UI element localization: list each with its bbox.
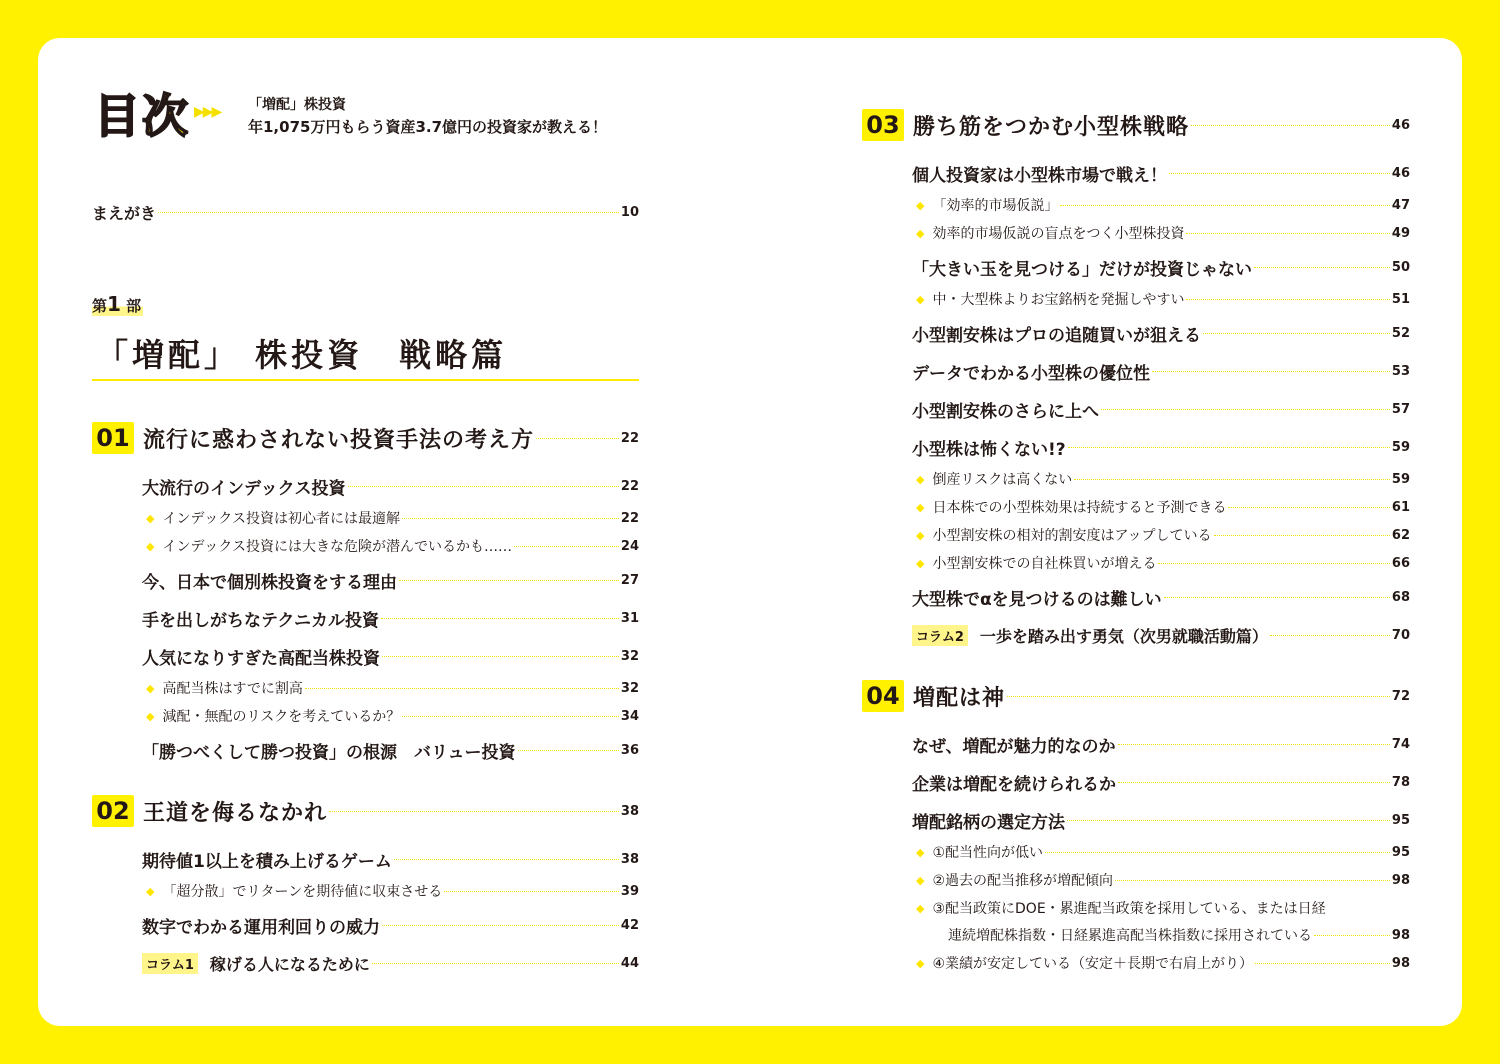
entry-label: ④業績が安定している（安定＋長期で右肩上がり）	[932, 956, 1254, 972]
dotted-leader	[1074, 479, 1390, 480]
dotted-leader	[1067, 820, 1390, 821]
page-number: 98	[1391, 927, 1410, 943]
dotted-leader	[1060, 205, 1389, 206]
entry-label: 大型株でαを見つけるのは難しい	[912, 589, 1162, 610]
dotted-leader	[382, 925, 619, 926]
part-suffix: 部	[126, 297, 142, 315]
page-number: 31	[620, 610, 639, 626]
page-number: 38	[620, 851, 639, 867]
subsection-entry[interactable]	[916, 895, 1410, 921]
dotted-leader	[372, 963, 619, 964]
entry-label: 今、日本で個別株投資をする理由	[142, 572, 397, 593]
section-entry[interactable]	[912, 731, 1410, 757]
part-underline	[92, 379, 639, 381]
dotted-leader	[1068, 447, 1390, 448]
book-title: 「増配」株投資	[248, 97, 346, 113]
page-number: 59	[1391, 471, 1410, 487]
section-entry[interactable]	[142, 473, 639, 499]
subsection-entry[interactable]	[916, 950, 1410, 976]
diamond-bullet-icon: ◆	[916, 873, 925, 887]
entry-label: 連続増配株指数・日経累進高配当株指数に採用されている	[948, 928, 1312, 944]
entry-label: 減配・無配のリスクを考えているか？	[162, 709, 401, 725]
dotted-leader	[394, 859, 619, 860]
entry-label: ②過去の配当推移が増配傾向	[932, 873, 1114, 889]
entry-label: ①配当性向が低い	[932, 845, 1044, 861]
page-number: 95	[1391, 844, 1410, 860]
section-entry[interactable]	[912, 320, 1410, 346]
chapter-entry[interactable]	[92, 425, 639, 451]
dotted-leader	[1270, 635, 1390, 636]
diamond-bullet-icon: ◆	[146, 539, 155, 553]
diamond-bullet-icon: ◆	[916, 472, 925, 486]
dotted-leader	[348, 486, 619, 487]
page-number: 98	[1391, 955, 1410, 971]
entry-label: なぜ、増配が魅力的なのか	[912, 736, 1116, 757]
dotted-leader	[305, 688, 619, 689]
page-number: 44	[620, 955, 639, 971]
page-number: 50	[1391, 259, 1410, 275]
diamond-bullet-icon: ◆	[916, 956, 925, 970]
chapter-number-badge: 03	[862, 109, 904, 141]
diamond-bullet-icon: ◆	[916, 901, 925, 915]
dotted-leader	[381, 618, 619, 619]
subsection-entry[interactable]	[916, 466, 1410, 492]
page-number: 42	[620, 917, 639, 933]
dotted-leader	[402, 716, 619, 717]
dotted-leader	[399, 580, 619, 581]
dotted-leader	[536, 438, 619, 439]
entry-label: 増配銘柄の選定方法	[912, 812, 1065, 833]
subsection-entry[interactable]	[146, 533, 639, 559]
entry-label: インデックス投資は初心者には最適解	[162, 511, 401, 527]
column-badge: コラム2	[912, 625, 968, 646]
diamond-bullet-icon: ◆	[916, 198, 925, 212]
toc-entry-preface[interactable]	[92, 199, 639, 225]
dotted-leader	[1118, 744, 1390, 745]
chapter-entry[interactable]	[862, 683, 1410, 709]
page-number: 22	[620, 510, 639, 526]
subsection-entry[interactable]	[146, 675, 639, 701]
diamond-bullet-icon: ◆	[916, 556, 925, 570]
section-entry[interactable]	[912, 807, 1410, 833]
subsection-entry[interactable]	[916, 192, 1410, 218]
entry-label: 稼げる人になるために	[209, 954, 370, 974]
dotted-leader	[1164, 597, 1390, 598]
dotted-leader	[1007, 696, 1390, 697]
page-number: 61	[1391, 499, 1410, 515]
section-entry[interactable]	[912, 254, 1410, 280]
entry-label: 小型割安株の相対的割安度はアップしている	[932, 528, 1212, 544]
entry-label: 小型割安株での自社株買いが増える	[932, 556, 1157, 572]
entry-label: 小型株は怖くない!?	[912, 439, 1066, 460]
page-number: 22	[620, 430, 639, 446]
entry-label: 流行に惑わされない投資手法の考え方	[143, 427, 535, 453]
entry-label: 「大きい玉を見つける」だけが投資じゃない	[912, 259, 1252, 280]
page-number: 10	[620, 204, 639, 220]
section-entry[interactable]	[912, 396, 1410, 422]
section-entry[interactable]	[912, 769, 1410, 795]
page-number: 53	[1391, 363, 1410, 379]
dotted-leader	[1191, 125, 1390, 126]
page-number: 47	[1391, 197, 1410, 213]
entry-label: 中・大型株よりお宝銘柄を発掘しやすい	[932, 292, 1185, 308]
page-number: 62	[1391, 527, 1410, 543]
entry-label: 「超分散」でリターンを期待値に収束させる	[162, 884, 443, 900]
dotted-leader	[1115, 880, 1390, 881]
section-entry[interactable]	[912, 160, 1410, 186]
page-number: 66	[1391, 555, 1410, 571]
page-number: 46	[1391, 165, 1410, 181]
entry-label: 企業は増配を続けられるか	[912, 774, 1116, 795]
dotted-leader	[329, 811, 619, 812]
column-entry[interactable]	[142, 950, 639, 976]
dotted-leader	[402, 518, 619, 519]
diamond-bullet-icon: ◆	[916, 528, 925, 542]
entry-label: 一歩を踏み出す勇気（次男就職活動篇）	[979, 626, 1268, 646]
entry-label: 小型割安株のさらに上へ	[912, 401, 1099, 422]
subsection-entry[interactable]	[146, 703, 639, 729]
dotted-leader	[1169, 173, 1390, 174]
part-number: 1	[107, 292, 121, 316]
subsection-entry[interactable]	[916, 494, 1410, 520]
section-entry[interactable]	[142, 605, 639, 631]
page-number: 78	[1391, 774, 1410, 790]
entry-label: 「勝つべくして勝つ投資」の根源 バリュー投資	[142, 742, 516, 763]
page-number: 52	[1391, 325, 1410, 341]
dotted-leader	[1045, 852, 1390, 853]
dotted-leader	[1186, 233, 1389, 234]
entry-label: 勝ち筋をつかむ小型株戦略	[913, 114, 1190, 140]
subsection-entry[interactable]	[146, 878, 639, 904]
entry-label: ③配当政策にDOE・累進配当政策を採用している、または日経	[932, 901, 1326, 917]
page-number: 39	[620, 883, 639, 899]
diamond-bullet-icon: ◆	[916, 500, 925, 514]
subsection-entry[interactable]	[916, 550, 1410, 576]
section-entry[interactable]	[142, 737, 639, 763]
page-number: 36	[620, 742, 639, 758]
subsection-entry[interactable]	[916, 220, 1410, 246]
part-prefix: 第	[92, 297, 108, 315]
entry-label: 日本株での小型株効果は持続すると予測できる	[932, 500, 1227, 516]
page-number: 51	[1391, 291, 1410, 307]
dotted-leader	[1118, 782, 1390, 783]
page-number: 38	[620, 803, 639, 819]
page-number: 70	[1391, 627, 1410, 643]
column-entry[interactable]	[912, 622, 1410, 648]
section-entry[interactable]	[142, 567, 639, 593]
diamond-bullet-icon: ◆	[146, 884, 155, 898]
chapter-entry[interactable]	[92, 798, 639, 824]
diamond-bullet-icon: ◆	[146, 511, 155, 525]
dotted-leader	[1228, 507, 1389, 508]
page-number: 74	[1391, 736, 1410, 752]
page-number: 32	[620, 680, 639, 696]
page-number: 27	[620, 572, 639, 588]
entry-label: 大流行のインデックス投資	[142, 478, 346, 499]
entry-label: 人気になりすぎた高配当株投資	[142, 648, 380, 669]
dotted-leader	[1158, 563, 1389, 564]
diamond-bullet-icon: ◆	[146, 681, 155, 695]
subsection-entry[interactable]	[948, 922, 1410, 948]
entry-label: 小型割安株はプロの追随買いが狙える	[912, 325, 1201, 346]
dotted-leader	[1254, 267, 1390, 268]
entry-label: 高配当株はすでに割高	[162, 681, 303, 697]
entry-label: 手を出しがちなテクニカル投資	[142, 610, 379, 631]
entry-label: 増配は神	[913, 685, 1006, 711]
subsection-entry[interactable]	[916, 867, 1410, 893]
page-number: 68	[1391, 589, 1410, 605]
entry-label: 個人投資家は小型株市場で戦え！	[912, 165, 1167, 186]
dotted-leader	[1101, 409, 1390, 410]
dotted-leader	[1152, 371, 1390, 372]
page-number: 46	[1391, 117, 1410, 133]
column-badge: コラム1	[142, 953, 198, 974]
entry-label: まえがき	[92, 203, 157, 223]
page-number: 32	[620, 648, 639, 664]
diamond-bullet-icon: ◆	[146, 709, 155, 723]
part-label	[92, 292, 143, 316]
page-number: 57	[1391, 401, 1410, 417]
dotted-leader	[1255, 963, 1390, 964]
entry-label: 「効率的市場仮説」	[932, 198, 1059, 214]
entry-label: 期待値1以上を積み上げるゲーム	[142, 851, 392, 872]
dotted-leader	[514, 546, 619, 547]
page-number: 34	[620, 708, 639, 724]
chapter-number-badge: 01	[92, 422, 134, 454]
entry-label: インデックス投資には大きな危険が潜んでいるかも……	[162, 539, 513, 555]
page-number: 98	[1391, 872, 1410, 888]
chapter-entry[interactable]	[862, 112, 1410, 138]
page-number: 95	[1391, 812, 1410, 828]
chapter-number-badge: 02	[92, 795, 134, 827]
page-number: 22	[620, 478, 639, 494]
entry-label: データでわかる小型株の優位性	[912, 363, 1150, 384]
diamond-bullet-icon: ◆	[916, 845, 925, 859]
arrow-icons: ▶▶▶	[194, 104, 221, 120]
page-number: 24	[620, 538, 639, 554]
section-entry[interactable]	[142, 846, 639, 872]
page-number: 59	[1391, 439, 1410, 455]
entry-label: 倒産リスクは高くない	[932, 472, 1073, 488]
page-number: 49	[1391, 225, 1410, 241]
entry-label: 数字でわかる運用利回りの威力	[142, 917, 380, 938]
dotted-leader	[444, 891, 619, 892]
page-number: 72	[1391, 688, 1410, 704]
dotted-leader	[1214, 535, 1390, 536]
subsection-entry[interactable]	[146, 505, 639, 531]
section-entry[interactable]	[142, 643, 639, 669]
subsection-entry[interactable]	[916, 839, 1410, 865]
dotted-leader	[158, 212, 619, 213]
part-title: 「増配」 株投資 戦略篇	[96, 336, 508, 374]
diamond-bullet-icon: ◆	[916, 226, 925, 240]
dotted-leader	[1314, 935, 1390, 936]
subsection-entry[interactable]	[916, 522, 1410, 548]
dotted-leader	[1186, 299, 1389, 300]
section-entry[interactable]	[912, 434, 1410, 460]
subsection-entry[interactable]	[916, 286, 1410, 312]
toc-title: 目次	[94, 89, 190, 143]
book-subtitle: 年1,075万円もらう資産3.7億円の投資家が教える！	[248, 118, 608, 136]
section-entry[interactable]	[912, 584, 1410, 610]
dotted-leader	[1203, 333, 1390, 334]
dotted-leader	[382, 656, 619, 657]
entry-label: 効率的市場仮説の盲点をつく小型株投資	[932, 226, 1185, 242]
dotted-leader	[518, 750, 619, 751]
section-entry[interactable]	[912, 358, 1410, 384]
entry-label: 王道を侮るなかれ	[143, 800, 328, 826]
diamond-bullet-icon: ◆	[916, 292, 925, 306]
chapter-number-badge: 04	[862, 680, 904, 712]
section-entry[interactable]	[142, 912, 639, 938]
